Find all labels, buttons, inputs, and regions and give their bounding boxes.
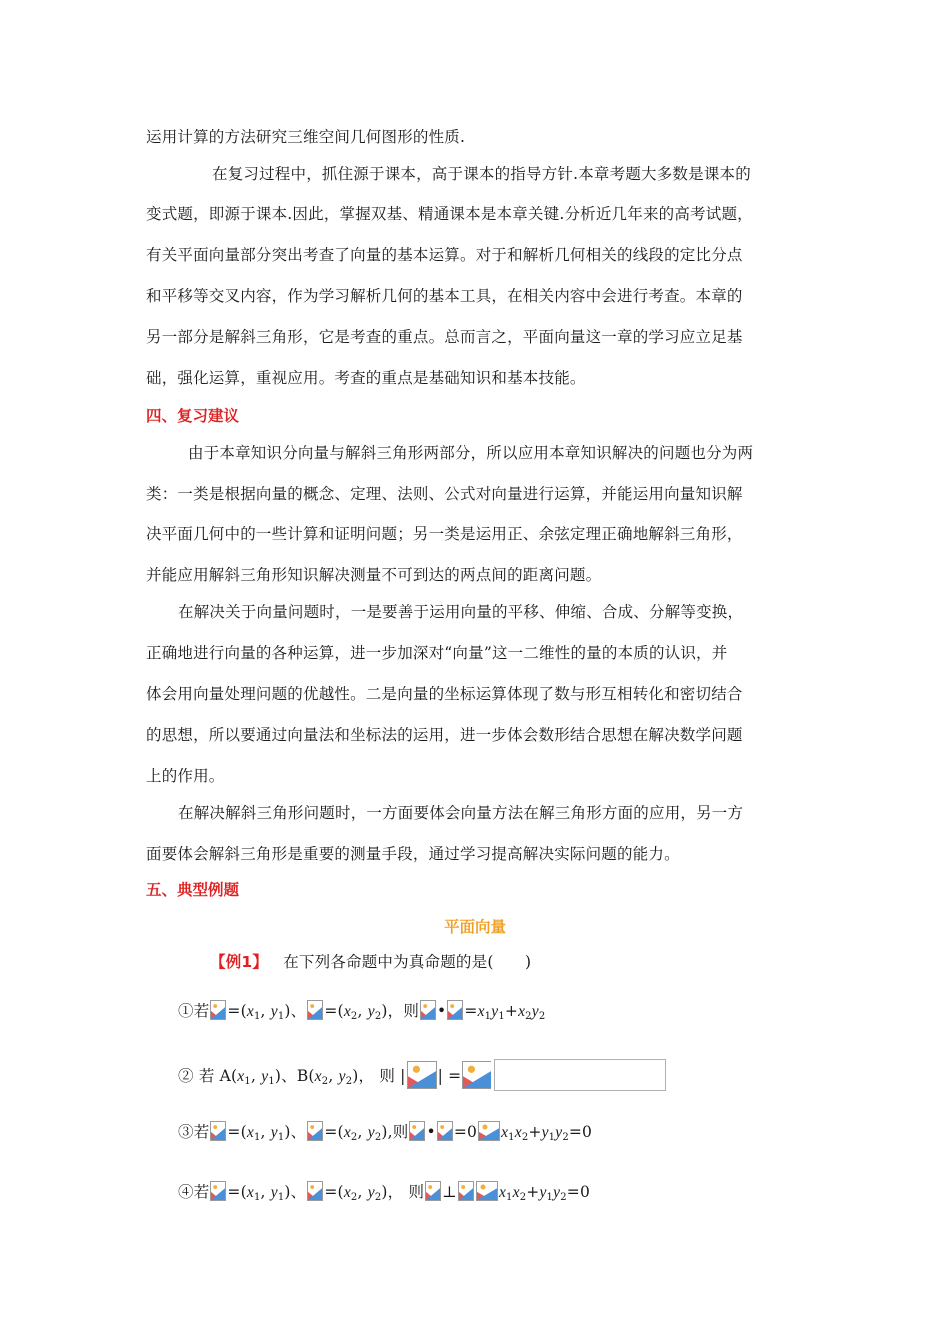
option-ruo: 若: [193, 1123, 210, 1141]
math: x: [237, 1068, 245, 1085]
math: x: [512, 1184, 520, 1201]
math: y: [270, 1124, 278, 1141]
paragraph-line: 础，强化运算，重视应用。考查的重点是基础知识和基本技能。: [146, 369, 586, 387]
paragraph-line: 在解决关于向量问题时，一是要善于运用向量的平移、伸缩、合成、分解等变换，: [178, 603, 744, 621]
text: | =: [437, 1067, 462, 1085]
math: y: [553, 1184, 561, 1201]
example-question: [210, 952, 531, 972]
text: ② 若 A(: [178, 1067, 238, 1085]
math: y: [491, 1003, 499, 1020]
subscript: 1: [277, 1192, 285, 1203]
subscript: 2: [519, 1192, 527, 1203]
text: =(: [324, 1002, 344, 1020]
math: y: [261, 1068, 269, 1085]
image-icon: [458, 1181, 474, 1201]
text: ,: [260, 1002, 271, 1020]
math: x: [498, 1184, 507, 1201]
image-icon: [476, 1181, 498, 1201]
image-icon: [420, 1000, 436, 1020]
example-tag: 【例1】: [210, 953, 269, 971]
subscript: 1: [506, 1192, 513, 1203]
subscript: 1: [508, 1132, 515, 1143]
text: ,: [328, 1067, 339, 1085]
section-subtitle: 平面向量: [443, 918, 506, 936]
text: )、: [284, 1002, 307, 1020]
text: =(: [227, 1002, 247, 1020]
paragraph-line: 和平移等交叉内容，作为学习解析几何的基本工具，在相关内容中会进行考查。本章的: [146, 287, 743, 305]
subscript: 1: [277, 1011, 285, 1022]
dot-operator: •: [426, 1123, 436, 1141]
math: y: [541, 1124, 549, 1141]
math: y: [539, 1184, 547, 1201]
perp-symbol: ⊥: [442, 1183, 457, 1201]
image-icon: [425, 1181, 441, 1201]
image-icon: [478, 1121, 500, 1141]
math: y: [555, 1124, 563, 1141]
subscript: 1: [253, 1132, 261, 1143]
paragraph-line: 由于本章知识分向量与解斜三角形两部分，所以应用本章知识解决的问题也分为两: [188, 444, 754, 462]
paragraph-line: 上的作用。: [146, 767, 225, 785]
subscript: 2: [560, 1192, 567, 1203]
math: y: [367, 1124, 375, 1141]
text: ,: [357, 1183, 368, 1201]
paragraph-line: 的思想，所以要通过向量法和坐标法的运用，进一步体会数形结合思想在解决数学问题: [146, 726, 743, 744]
text: =(: [227, 1183, 247, 1201]
dot-operator: •: [437, 1002, 447, 1020]
text: )、: [284, 1183, 307, 1201]
image-icon: [307, 1121, 323, 1141]
math: y: [270, 1003, 278, 1020]
subscript: 1: [253, 1011, 261, 1022]
subscript: 2: [521, 1132, 529, 1143]
image-icon: [210, 1000, 226, 1020]
image-icon: [210, 1181, 226, 1201]
image-icon: [462, 1061, 491, 1089]
image-icon: [307, 1181, 323, 1201]
subscript: 2: [321, 1076, 329, 1087]
subscript: 1: [498, 1011, 505, 1022]
subscript: 2: [350, 1192, 358, 1203]
text: ,: [357, 1123, 368, 1141]
image-icon: [447, 1000, 463, 1020]
paragraph-line: 在解决解斜三角形问题时，一方面要体会向量方法在解三角形方面的应用，另一方: [178, 804, 744, 822]
paragraph-line: 正确地进行向量的各种运算，进一步加深对“向量”这一二维性的量的本质的认识，并: [146, 644, 728, 662]
option-3: [178, 1121, 592, 1143]
image-icon: [437, 1121, 453, 1141]
math: x: [501, 1124, 509, 1141]
math: x: [477, 1003, 485, 1020]
subscript: 1: [268, 1076, 275, 1087]
math: y: [338, 1068, 346, 1085]
text: )， 则 |: [352, 1067, 406, 1085]
subscript: 2: [374, 1192, 382, 1203]
text: )，则: [381, 1002, 420, 1020]
paragraph-line: 变式题，即源于课本.因此，掌握双基、精通课本是本章关键.分析近几年来的高考试题，: [146, 205, 753, 223]
math: y: [367, 1184, 375, 1201]
text: =0: [453, 1123, 478, 1141]
math: x: [246, 1124, 254, 1141]
math: x: [518, 1003, 526, 1020]
text: +: [504, 1002, 519, 1020]
text: ,: [260, 1183, 271, 1201]
math: y: [270, 1184, 278, 1201]
text: ,: [357, 1002, 368, 1020]
text: )、B(: [274, 1067, 315, 1085]
image-frame: [494, 1059, 666, 1091]
paragraph-line: 类：一类是根据向量的概念、定理、法则、公式对向量进行运算，并能运用向量知识解: [146, 485, 743, 503]
option-4: [178, 1181, 590, 1203]
text: ,: [250, 1067, 262, 1085]
math: x: [343, 1124, 351, 1141]
option-number: ①: [178, 1002, 194, 1020]
paragraph-line: 另一部分是解斜三角形，它是考查的重点。总而言之，平面向量这一章的学习应立足基: [146, 328, 743, 346]
option-ruo: 若: [193, 1183, 210, 1201]
math: y: [367, 1003, 375, 1020]
paragraph-line: 有关平面向量部分突出考查了向量的基本运算。对于和解析几何相关的线段的定比分点: [146, 246, 743, 264]
text: =0: [568, 1123, 593, 1141]
subscript: 1: [244, 1076, 251, 1087]
text: +: [528, 1123, 542, 1141]
math: x: [246, 1184, 254, 1201]
text: ),则: [381, 1123, 409, 1141]
text: =: [464, 1002, 478, 1020]
image-icon: [307, 1000, 323, 1020]
math: x: [246, 1003, 254, 1020]
text: =(: [324, 1183, 344, 1201]
math: x: [514, 1124, 522, 1141]
text: )、: [284, 1123, 307, 1141]
option-number: ③: [178, 1123, 194, 1141]
section-heading: 五、典型例题: [146, 881, 240, 899]
text: =(: [324, 1123, 344, 1141]
image-icon: [210, 1121, 226, 1141]
subscript: 2: [525, 1011, 532, 1022]
text: ,: [260, 1123, 271, 1141]
subscript: 1: [253, 1192, 261, 1203]
math: y: [531, 1003, 539, 1020]
subscript: 2: [374, 1132, 382, 1143]
image-icon: [409, 1121, 425, 1141]
section-heading: 四、复习建议: [146, 407, 240, 425]
subscript: 1: [546, 1192, 554, 1203]
paragraph-line: 并能应用解斜三角形知识解决测量不可到达的两点间的距离问题。: [146, 566, 602, 584]
subscript: 1: [484, 1011, 492, 1022]
paragraph-line: 面要体会解斜三角形是重要的测量手段，通过学习提高解决实际问题的能力。: [146, 845, 680, 863]
question-text: 在下列各命题中为真命题的是( ): [283, 953, 532, 971]
subscript: 1: [277, 1132, 285, 1143]
text: =(: [227, 1123, 247, 1141]
text: +: [526, 1183, 540, 1201]
subscript: 2: [538, 1011, 546, 1022]
subscript: 2: [562, 1132, 569, 1143]
subscript: 2: [350, 1011, 358, 1022]
subscript: 2: [374, 1011, 382, 1022]
image-icon: [407, 1061, 437, 1089]
option-ruo: 若: [193, 1002, 210, 1020]
paragraph-line: 运用计算的方法研究三维空间几何图形的性质.: [146, 128, 466, 146]
option-number: ④: [178, 1183, 194, 1201]
text: =0: [566, 1183, 591, 1201]
paragraph-line: 在复习过程中，抓住源于课本，高于课本的指导方针.本章考题大多数是课本的: [212, 165, 751, 183]
subscript: 2: [350, 1132, 358, 1143]
paragraph-line: 体会用向量处理问题的优越性。二是向量的坐标运算体现了数与形互相转化和密切结合: [146, 685, 743, 703]
option-2: [178, 1059, 666, 1091]
math: x: [314, 1068, 322, 1085]
text: )， 则: [381, 1183, 425, 1201]
option-1: [178, 1000, 545, 1022]
subscript: 1: [548, 1132, 556, 1143]
subscript: 2: [345, 1076, 353, 1087]
math: x: [343, 1184, 351, 1201]
math: x: [343, 1003, 351, 1020]
paragraph-line: 决平面几何中的一些计算和证明问题；另一类是运用正、余弦定理正确地解斜三角形，: [146, 525, 743, 543]
